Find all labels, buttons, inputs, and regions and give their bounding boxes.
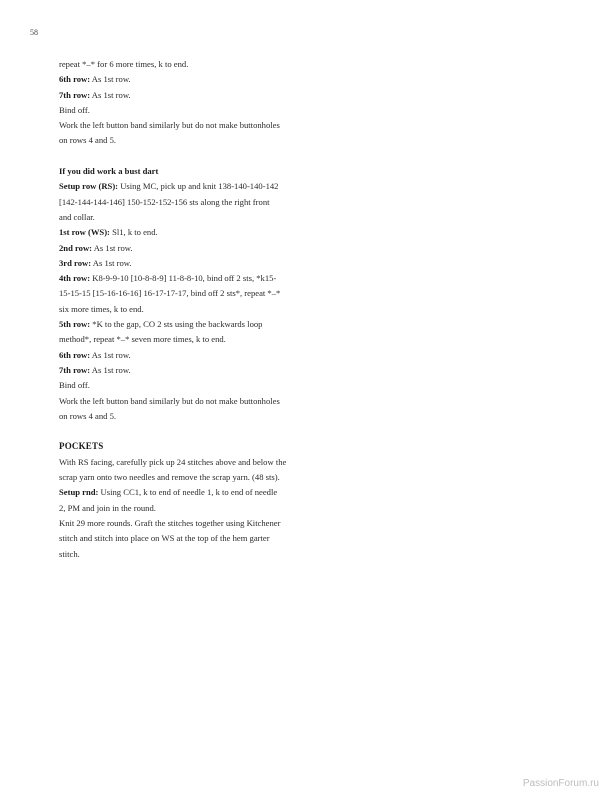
row-3 bbox=[59, 256, 295, 271]
row-text: As 1st row. bbox=[90, 364, 131, 375]
knit-rounds: stitch. bbox=[59, 548, 80, 559]
row-label: 6th row: bbox=[59, 74, 91, 85]
row-4-cont: six more times, k to end. bbox=[59, 303, 144, 314]
row-text: As 1st row. bbox=[90, 349, 131, 360]
left-band-line: on rows 4 and 5. bbox=[59, 410, 117, 421]
row-text: As 1st row. bbox=[90, 89, 131, 100]
knit-rounds: Knit 29 more rounds. Graft the stitches together using Kitchener bbox=[59, 517, 281, 528]
row-5-cont: method*, repeat *–* seven more times, k to end. bbox=[59, 334, 226, 345]
row-label: Setup row (RS): bbox=[59, 181, 119, 192]
row-label: Setup rnd: bbox=[59, 487, 99, 498]
row-4 bbox=[59, 271, 295, 286]
repeat-line: repeat *–* for 6 more times, k to end. bbox=[59, 59, 189, 69]
row-1 bbox=[59, 225, 295, 240]
setup-row-cont: and collar. bbox=[59, 211, 95, 222]
row-6 bbox=[59, 348, 295, 363]
pockets-text: With RS facing, carefully pick up 24 stitches above and below the bbox=[59, 456, 287, 467]
row-text: Sl1, k to end. bbox=[109, 227, 158, 238]
page-number: 58 bbox=[30, 28, 38, 37]
watermark: PassionForum.ru bbox=[522, 778, 599, 789]
row-label: 3rd row: bbox=[59, 257, 92, 268]
row-7 bbox=[59, 363, 295, 378]
row-label: 7th row: bbox=[59, 89, 91, 100]
knit-rounds: stitch and stitch into place on WS at the top of the hem garter bbox=[59, 533, 270, 544]
setup-row-cont: [142-144-144-146] 150-152-152-156 sts along the right front bbox=[59, 196, 270, 207]
setup-rnd-cont: 2, PM and join in the round. bbox=[59, 502, 156, 513]
row-text: Using MC, pick up and knit 138-140-140-142 bbox=[118, 181, 279, 192]
row-text: K8-9-9-10 [10-8-8-9] 11-8-8-10, bind off 2 sts, *k15- bbox=[90, 273, 277, 284]
section-heading: If you did work a bust dart bbox=[59, 166, 159, 177]
row-text: As 1st row. bbox=[91, 257, 132, 268]
row-label: 6th row: bbox=[59, 349, 91, 360]
setup-row bbox=[59, 179, 295, 194]
row-text: Using CC1, k to end of needle 1, k to end of needle bbox=[98, 487, 278, 498]
left-band-line: Work the left button band similarly but do not make buttonholes bbox=[59, 120, 280, 131]
pockets-text: scrap yarn onto two needles and remove the scrap yarn. (48 sts). bbox=[59, 472, 280, 483]
bind-off: Bind off. bbox=[59, 380, 90, 391]
pockets-heading: POCKETS bbox=[59, 441, 104, 452]
row-label: 7th row: bbox=[59, 364, 91, 375]
row-6 bbox=[59, 72, 295, 87]
row-label: 5th row: bbox=[59, 319, 91, 330]
bind-off: Bind off. bbox=[59, 104, 90, 115]
row-4-cont: 15-15-15 [15-16-16-16] 16-17-17-17, bind off 2 sts*, repeat *–* bbox=[59, 288, 281, 299]
row-text: *K to the gap, CO 2 sts using the backwards loop bbox=[90, 319, 263, 330]
row-label: 2nd row: bbox=[59, 242, 93, 253]
row-label: 4th row: bbox=[59, 273, 91, 284]
left-band-line: on rows 4 and 5. bbox=[59, 135, 117, 146]
setup-rnd bbox=[59, 485, 295, 500]
row-label: 1st row (WS): bbox=[59, 227, 110, 238]
row-text: As 1st row. bbox=[92, 242, 133, 253]
row-2 bbox=[59, 241, 295, 256]
row-text: As 1st row. bbox=[90, 74, 131, 85]
left-band-line: Work the left button band similarly but do not make buttonholes bbox=[59, 395, 280, 406]
row-5 bbox=[59, 317, 295, 332]
row-7 bbox=[59, 88, 295, 103]
pattern-text bbox=[59, 57, 295, 562]
